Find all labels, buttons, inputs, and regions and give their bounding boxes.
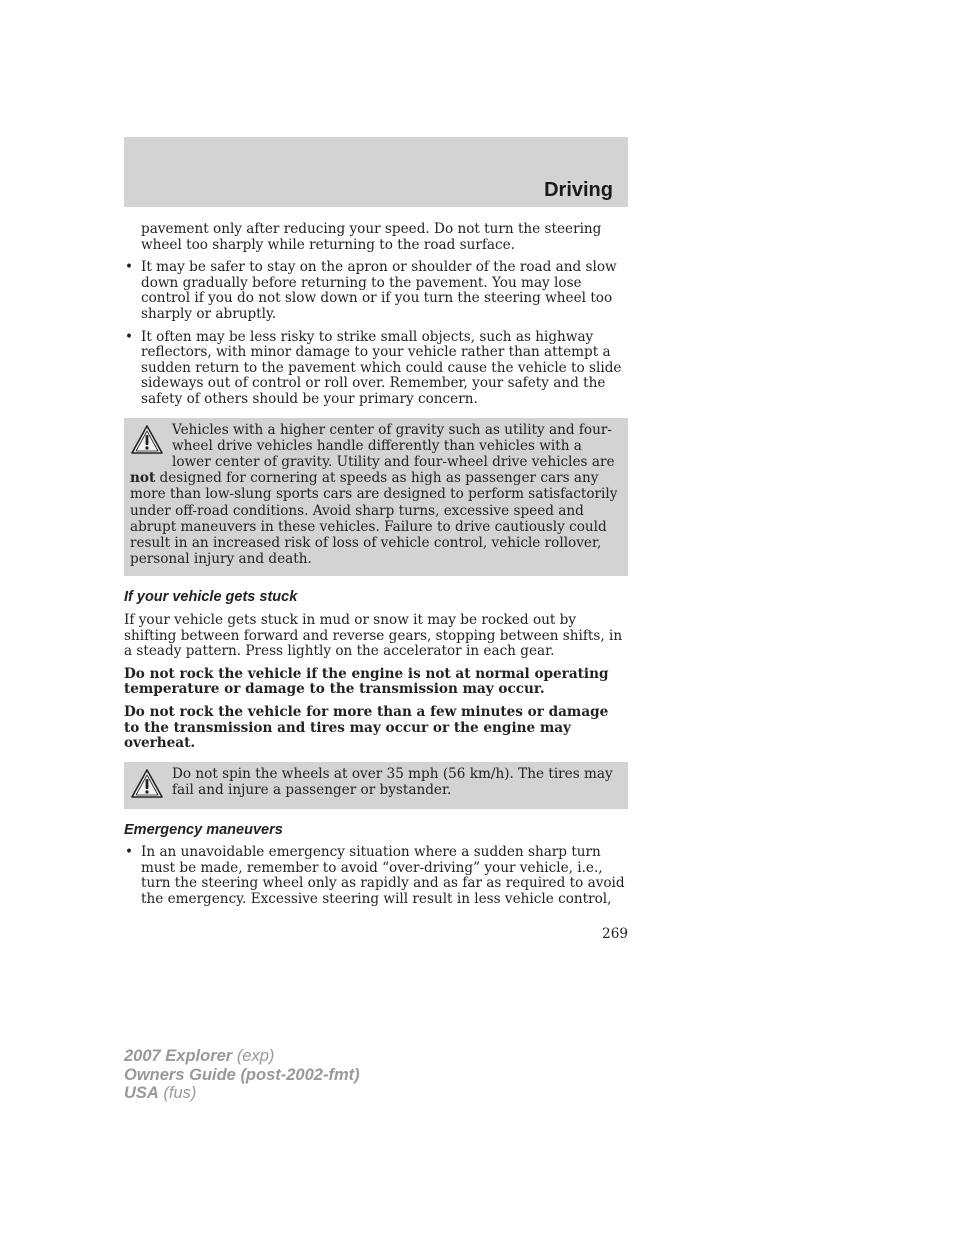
- warning-box-wheel-spin: [124, 762, 628, 809]
- list-item: [124, 330, 628, 408]
- warning-text: Vehicles with a higher center of gravity such as utility and four-wheel drive vehicles handle differently than vehicles with a lower center of gravity. Utility and four-wheel drive vehicles are: [172, 421, 615, 470]
- bullet-text: It often may be less risky to strike small objects, such as highway reflectors, with minor damage to your vehicle rather than attempt a sudden return to the pavement which could cause the vehicle to slide sideways out of control or roll over. Remember, your safety and the safety of others should be your primary concern.: [141, 328, 622, 407]
- stuck-caution-1: Do not rock the vehicle if the engine is not at normal operating temperature or damage to the transmission may occur.: [124, 665, 609, 698]
- warning-text: Do not spin the wheels at over 35 mph (56 km/h). The tires may fail and injure a passenger or bystander.: [172, 765, 613, 798]
- stuck-paragraph: If your vehicle gets stuck in mud or snow it may be rocked out by shifting between forward and reverse gears, stopping between shifts, in a steady pattern. Press lightly on the accelerator in each gear.: [124, 611, 623, 660]
- page-number: 269: [602, 926, 628, 942]
- stuck-caution-2: Do not rock the vehicle for more than a few minutes or damage to the transmission and tires may occur or the engine may overheat.: [124, 703, 609, 752]
- warning-triangle-icon: [130, 768, 164, 800]
- section-header: [124, 137, 628, 207]
- list-item: [124, 845, 628, 907]
- page-content: [124, 222, 628, 915]
- bullet-text: In an unavoidable emergency situation where a sudden sharp turn must be made, remember to avoid “over-driving” your vehicle, i.e., turn the steering wheel only as rapidly and as far as required to avoid the emergency. Excessive steering will result in less vehicle control,: [141, 844, 625, 908]
- warning-box-center-of-gravity: [124, 418, 628, 577]
- bullet-marker: •: [125, 259, 134, 276]
- footer-line-2: Owners Guide (post-2002-fmt): [124, 1065, 360, 1084]
- document-footer: [124, 1047, 360, 1103]
- footer-line-3: USA (fus): [124, 1084, 197, 1102]
- heading-emergency-maneuvers: Emergency maneuvers: [124, 821, 283, 838]
- bullet-marker: •: [125, 844, 134, 861]
- heading-vehicle-stuck: If your vehicle gets stuck: [124, 589, 298, 606]
- section-title: Driving: [544, 179, 613, 201]
- warning-emphasis: not: [130, 470, 156, 487]
- bullet-text: It may be safer to stay on the apron or shoulder of the road and slow down gradually before returning to the pavement. You may lose control if you do not slow down or if you turn the steering wheel too sharply or abruptly.: [141, 259, 617, 322]
- list-item: [124, 260, 628, 322]
- warning-triangle-icon: [130, 424, 164, 456]
- bullet-marker: •: [125, 328, 134, 345]
- continuation-paragraph: pavement only after reducing your speed. Do not turn the steering wheel too sharply while returning to the road surface.: [141, 221, 602, 253]
- warning-text-continued: designed for cornering at speeds as high as passenger cars any more than low-slung sports cars are designed to perform satisfactorily under off-road conditions. Avoid sharp turns, excessive speed and abrupt maneuvers in these vehicles. Failure to drive cautiously could result in an increased risk of loss of vehicle control, vehicle rollover, personal injury and death.: [130, 470, 618, 568]
- footer-line-1: 2007 Explorer (exp): [124, 1047, 275, 1065]
